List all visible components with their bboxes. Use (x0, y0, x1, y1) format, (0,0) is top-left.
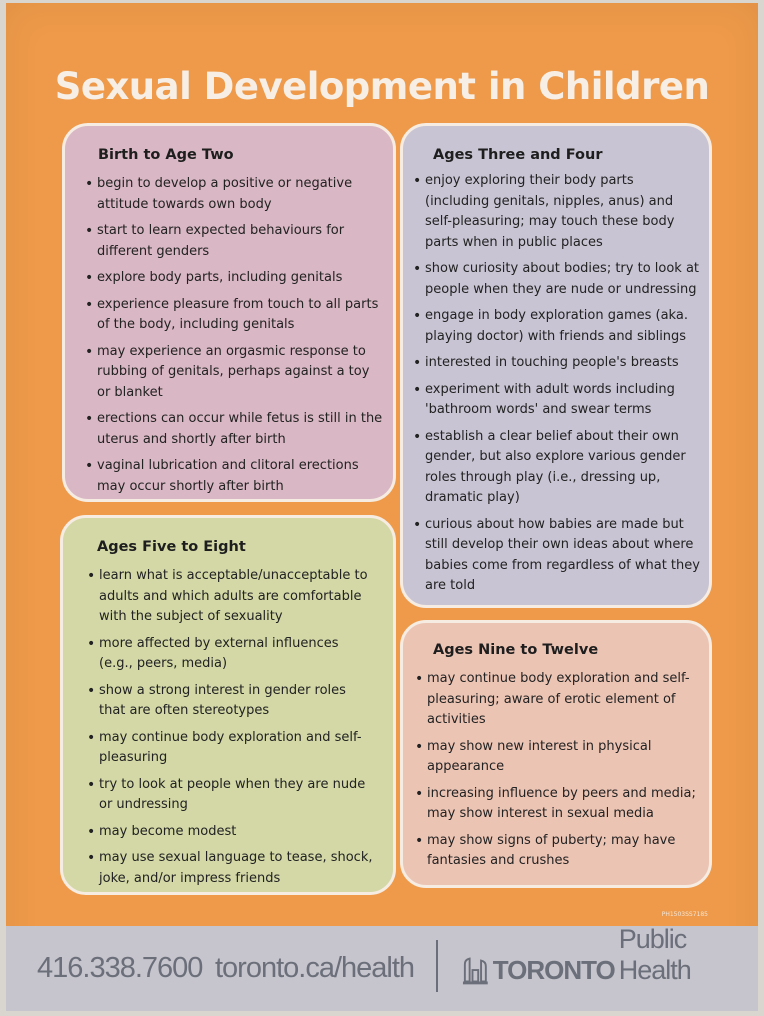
bullet-list (413, 669, 703, 878)
list-item: • experiment with adult words including 'bathroom words' and swear terms (411, 380, 701, 421)
list-item: • erections can occur while fetus is still in the uterus and shortly after birth (83, 409, 383, 450)
panel-five-to-eight (60, 515, 396, 895)
list-item: • interested in touching people's breasts (411, 353, 701, 374)
list-item: • may continue body exploration and self-pleasuring (85, 728, 375, 769)
list-item: • show curiosity about bodies; try to look at people when they are nude or undressing (411, 259, 701, 300)
logo-text: Public Health (618, 924, 691, 985)
panel-nine-to-twelve (400, 620, 712, 888)
toronto-public-health-logo (462, 924, 758, 986)
print-code: PH1503SS7185 (661, 911, 708, 918)
list-item: • engage in body exploration games (aka. playing doctor) with friends and siblings (411, 306, 701, 347)
list-item: • try to look at people when they are nude or undressing (85, 775, 375, 816)
list-item: • curious about how babies are made but still develop their own ideas about where babies come from regardless of what they are told (411, 515, 701, 597)
panel-birth-to-two (62, 123, 396, 502)
poster (6, 3, 758, 1011)
toronto-city-hall-icon (462, 956, 489, 986)
list-item: • may experience an orgasmic response to rubbing of genitals, perhaps against a toy or blanket (83, 342, 383, 404)
list-item: • may use sexual language to tease, shock, joke, and/or impress friends (85, 848, 375, 889)
list-item: • more affected by external influences (e.g., peers, media) (85, 634, 375, 675)
list-item: • may become modest (85, 822, 375, 843)
list-item: • start to learn expected behaviours for different genders (83, 221, 383, 262)
list-item: • enjoy exploring their body parts (including genitals, nipples, anus) and self-pleasuring; may touch these body parts when in public places (411, 171, 701, 253)
list-item: • increasing influence by peers and media; may show interest in sexual media (413, 784, 703, 825)
bullet-list (411, 171, 701, 603)
list-item: • experience pleasure from touch to all parts of the body, including genitals (83, 295, 383, 336)
list-item: • learn what is acceptable/unacceptable to adults and which adults are comfortable with the subject of sexuality (85, 566, 375, 628)
panel-heading: Ages Five to Eight (97, 539, 246, 555)
panel-heading: Ages Three and Four (433, 147, 603, 163)
list-item: • explore body parts, including genitals (83, 268, 383, 289)
logo-text-bold: TORONTO (492, 955, 615, 985)
bullet-list (85, 566, 375, 895)
list-item: • vaginal lubrication and clitoral erections may occur shortly after birth (83, 456, 383, 497)
footer (6, 926, 758, 1011)
bullet-list (83, 174, 383, 503)
list-item: • may show new interest in physical appearance (413, 737, 703, 778)
list-item: • begin to develop a positive or negative attitude towards own body (83, 174, 383, 215)
panel-heading: Ages Nine to Twelve (433, 642, 599, 658)
list-item: • may continue body exploration and self-pleasuring; aware of erotic element of activities (413, 669, 703, 731)
list-item: • may show signs of puberty; may have fantasies and crushes (413, 831, 703, 872)
list-item: • establish a clear belief about their own gender, but also explore various gender roles through play (i.e., dressing up, dramatic play) (411, 427, 701, 509)
list-item: • show a strong interest in gender roles that are often stereotypes (85, 681, 375, 722)
page-title: Sexual Development in Children (54, 65, 710, 108)
footer-divider (436, 940, 438, 992)
panel-heading: Birth to Age Two (98, 147, 234, 163)
website-url: toronto.ca/health (215, 952, 415, 984)
phone-number: 416.338.7600 (37, 952, 203, 984)
panel-three-and-four (400, 123, 712, 608)
